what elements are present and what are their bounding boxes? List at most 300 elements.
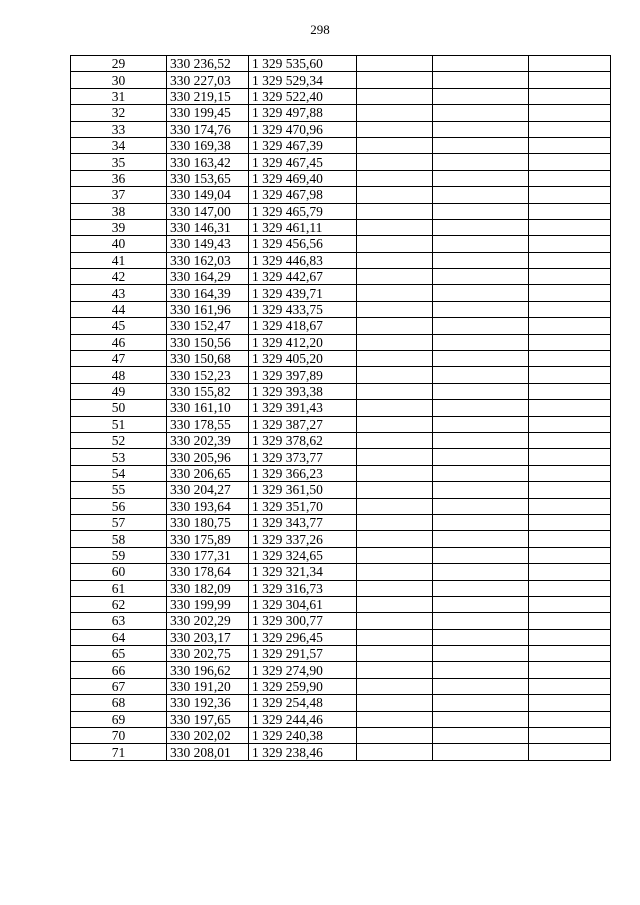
empty-cell (433, 465, 529, 481)
x-coordinate-cell: 330 202,75 (167, 646, 249, 662)
empty-cell (433, 285, 529, 301)
empty-cell (357, 334, 433, 350)
x-coordinate-cell: 330 149,04 (167, 187, 249, 203)
y-coordinate-cell: 1 329 391,43 (249, 400, 357, 416)
empty-cell (529, 170, 611, 186)
table-row (71, 252, 611, 268)
empty-cell (433, 203, 529, 219)
x-coordinate-cell: 330 203,17 (167, 629, 249, 645)
table-row (71, 351, 611, 367)
empty-cell (357, 547, 433, 563)
empty-cell (357, 252, 433, 268)
empty-cell (433, 170, 529, 186)
x-coordinate-cell: 330 192,36 (167, 695, 249, 711)
empty-cell (529, 351, 611, 367)
table-row (71, 711, 611, 727)
empty-cell (529, 88, 611, 104)
empty-cell (357, 56, 433, 72)
y-coordinate-cell: 1 329 321,34 (249, 564, 357, 580)
empty-cell (433, 236, 529, 252)
empty-cell (529, 728, 611, 744)
empty-cell (529, 646, 611, 662)
point-number-cell: 53 (71, 449, 167, 465)
y-coordinate-cell: 1 329 316,73 (249, 580, 357, 596)
empty-cell (529, 613, 611, 629)
empty-cell (529, 465, 611, 481)
empty-cell (357, 72, 433, 88)
empty-cell (357, 170, 433, 186)
point-number-cell: 60 (71, 564, 167, 580)
empty-cell (433, 629, 529, 645)
table-row (71, 121, 611, 137)
empty-cell (433, 334, 529, 350)
table-row (71, 56, 611, 72)
empty-cell (529, 482, 611, 498)
empty-cell (357, 531, 433, 547)
empty-cell (433, 416, 529, 432)
table-row (71, 596, 611, 612)
x-coordinate-cell: 330 199,45 (167, 105, 249, 121)
table-row (71, 219, 611, 235)
y-coordinate-cell: 1 329 366,23 (249, 465, 357, 481)
table-row (71, 662, 611, 678)
y-coordinate-cell: 1 329 361,50 (249, 482, 357, 498)
point-number-cell: 55 (71, 482, 167, 498)
empty-cell (529, 187, 611, 203)
empty-cell (357, 416, 433, 432)
empty-cell (433, 367, 529, 383)
x-coordinate-cell: 330 169,38 (167, 137, 249, 153)
table-row (71, 629, 611, 645)
empty-cell (433, 531, 529, 547)
empty-cell (433, 219, 529, 235)
x-coordinate-cell: 330 197,65 (167, 711, 249, 727)
table-row (71, 728, 611, 744)
empty-cell (357, 744, 433, 760)
empty-cell (433, 432, 529, 448)
empty-cell (357, 400, 433, 416)
x-coordinate-cell: 330 155,82 (167, 383, 249, 399)
y-coordinate-cell: 1 329 461,11 (249, 219, 357, 235)
x-coordinate-cell: 330 149,43 (167, 236, 249, 252)
empty-cell (357, 236, 433, 252)
empty-cell (529, 711, 611, 727)
empty-cell (529, 154, 611, 170)
table-row (71, 301, 611, 317)
point-number-cell: 71 (71, 744, 167, 760)
empty-cell (357, 514, 433, 530)
empty-cell (433, 596, 529, 612)
empty-cell (529, 236, 611, 252)
empty-cell (357, 154, 433, 170)
y-coordinate-cell: 1 329 470,96 (249, 121, 357, 137)
x-coordinate-cell: 330 180,75 (167, 514, 249, 530)
point-number-cell: 52 (71, 432, 167, 448)
empty-cell (433, 498, 529, 514)
point-number-cell: 48 (71, 367, 167, 383)
empty-cell (529, 449, 611, 465)
x-coordinate-cell: 330 164,29 (167, 269, 249, 285)
empty-cell (529, 137, 611, 153)
point-number-cell: 41 (71, 252, 167, 268)
empty-cell (357, 629, 433, 645)
empty-cell (529, 121, 611, 137)
x-coordinate-cell: 330 206,65 (167, 465, 249, 481)
empty-cell (529, 531, 611, 547)
y-coordinate-cell: 1 329 529,34 (249, 72, 357, 88)
empty-cell (433, 56, 529, 72)
table-row (71, 187, 611, 203)
empty-cell (433, 744, 529, 760)
y-coordinate-cell: 1 329 456,56 (249, 236, 357, 252)
x-coordinate-cell: 330 174,76 (167, 121, 249, 137)
table-row (71, 383, 611, 399)
empty-cell (357, 580, 433, 596)
table-row (71, 236, 611, 252)
empty-cell (433, 613, 529, 629)
page-number: 298 (310, 22, 330, 37)
y-coordinate-cell: 1 329 465,79 (249, 203, 357, 219)
x-coordinate-cell: 330 227,03 (167, 72, 249, 88)
y-coordinate-cell: 1 329 291,57 (249, 646, 357, 662)
table-row (71, 514, 611, 530)
y-coordinate-cell: 1 329 418,67 (249, 318, 357, 334)
empty-cell (357, 351, 433, 367)
x-coordinate-cell: 330 163,42 (167, 154, 249, 170)
x-coordinate-cell: 330 152,47 (167, 318, 249, 334)
table-row (71, 531, 611, 547)
empty-cell (529, 383, 611, 399)
point-number-cell: 33 (71, 121, 167, 137)
empty-cell (357, 269, 433, 285)
empty-cell (357, 465, 433, 481)
x-coordinate-cell: 330 202,39 (167, 432, 249, 448)
x-coordinate-cell: 330 182,09 (167, 580, 249, 596)
x-coordinate-cell: 330 204,27 (167, 482, 249, 498)
point-number-cell: 36 (71, 170, 167, 186)
x-coordinate-cell: 330 202,29 (167, 613, 249, 629)
empty-cell (357, 646, 433, 662)
empty-cell (529, 301, 611, 317)
y-coordinate-cell: 1 329 397,89 (249, 367, 357, 383)
y-coordinate-cell: 1 329 244,46 (249, 711, 357, 727)
x-coordinate-cell: 330 153,65 (167, 170, 249, 186)
empty-cell (529, 334, 611, 350)
point-number-cell: 29 (71, 56, 167, 72)
empty-cell (529, 105, 611, 121)
x-coordinate-cell: 330 177,31 (167, 547, 249, 563)
x-coordinate-cell: 330 161,10 (167, 400, 249, 416)
point-number-cell: 64 (71, 629, 167, 645)
empty-cell (433, 252, 529, 268)
empty-cell (529, 432, 611, 448)
table-row (71, 72, 611, 88)
point-number-cell: 34 (71, 137, 167, 153)
y-coordinate-cell: 1 329 259,90 (249, 678, 357, 694)
empty-cell (357, 367, 433, 383)
y-coordinate-cell: 1 329 522,40 (249, 88, 357, 104)
point-number-cell: 68 (71, 695, 167, 711)
empty-cell (529, 285, 611, 301)
y-coordinate-cell: 1 329 439,71 (249, 285, 357, 301)
empty-cell (357, 285, 433, 301)
y-coordinate-cell: 1 329 446,83 (249, 252, 357, 268)
y-coordinate-cell: 1 329 393,38 (249, 383, 357, 399)
table-row (71, 580, 611, 596)
empty-cell (357, 203, 433, 219)
x-coordinate-cell: 330 150,56 (167, 334, 249, 350)
empty-cell (357, 728, 433, 744)
point-number-cell: 57 (71, 514, 167, 530)
point-number-cell: 42 (71, 269, 167, 285)
table-row (71, 498, 611, 514)
coordinates-table (70, 55, 611, 761)
table-row (71, 564, 611, 580)
empty-cell (357, 596, 433, 612)
y-coordinate-cell: 1 329 351,70 (249, 498, 357, 514)
point-number-cell: 37 (71, 187, 167, 203)
x-coordinate-cell: 330 205,96 (167, 449, 249, 465)
y-coordinate-cell: 1 329 467,45 (249, 154, 357, 170)
table-row (71, 547, 611, 563)
empty-cell (357, 662, 433, 678)
empty-cell (357, 432, 433, 448)
point-number-cell: 39 (71, 219, 167, 235)
table-row (71, 170, 611, 186)
x-coordinate-cell: 330 178,55 (167, 416, 249, 432)
y-coordinate-cell: 1 329 387,27 (249, 416, 357, 432)
y-coordinate-cell: 1 329 274,90 (249, 662, 357, 678)
point-number-cell: 32 (71, 105, 167, 121)
y-coordinate-cell: 1 329 469,40 (249, 170, 357, 186)
empty-cell (357, 613, 433, 629)
empty-cell (529, 72, 611, 88)
empty-cell (433, 269, 529, 285)
empty-cell (433, 301, 529, 317)
empty-cell (529, 580, 611, 596)
point-number-cell: 59 (71, 547, 167, 563)
point-number-cell: 51 (71, 416, 167, 432)
empty-cell (433, 482, 529, 498)
point-number-cell: 70 (71, 728, 167, 744)
x-coordinate-cell: 330 202,02 (167, 728, 249, 744)
empty-cell (357, 449, 433, 465)
empty-cell (433, 711, 529, 727)
x-coordinate-cell: 330 161,96 (167, 301, 249, 317)
empty-cell (529, 662, 611, 678)
table-row (71, 285, 611, 301)
empty-cell (433, 695, 529, 711)
x-coordinate-cell: 330 219,15 (167, 88, 249, 104)
x-coordinate-cell: 330 175,89 (167, 531, 249, 547)
y-coordinate-cell: 1 329 324,65 (249, 547, 357, 563)
table-row (71, 613, 611, 629)
empty-cell (529, 498, 611, 514)
y-coordinate-cell: 1 329 405,20 (249, 351, 357, 367)
y-coordinate-cell: 1 329 240,38 (249, 728, 357, 744)
empty-cell (357, 137, 433, 153)
empty-cell (529, 318, 611, 334)
empty-cell (529, 514, 611, 530)
empty-cell (433, 137, 529, 153)
point-number-cell: 63 (71, 613, 167, 629)
empty-cell (433, 514, 529, 530)
y-coordinate-cell: 1 329 238,46 (249, 744, 357, 760)
table-row (71, 334, 611, 350)
empty-cell (357, 711, 433, 727)
y-coordinate-cell: 1 329 412,20 (249, 334, 357, 350)
empty-cell (357, 482, 433, 498)
empty-cell (529, 596, 611, 612)
point-number-cell: 49 (71, 383, 167, 399)
point-number-cell: 67 (71, 678, 167, 694)
empty-cell (433, 580, 529, 596)
point-number-cell: 43 (71, 285, 167, 301)
empty-cell (529, 564, 611, 580)
x-coordinate-cell: 330 191,20 (167, 678, 249, 694)
empty-cell (433, 564, 529, 580)
y-coordinate-cell: 1 329 304,61 (249, 596, 357, 612)
x-coordinate-cell: 330 146,31 (167, 219, 249, 235)
point-number-cell: 35 (71, 154, 167, 170)
y-coordinate-cell: 1 329 343,77 (249, 514, 357, 530)
y-coordinate-cell: 1 329 378,62 (249, 432, 357, 448)
empty-cell (433, 547, 529, 563)
point-number-cell: 44 (71, 301, 167, 317)
empty-cell (433, 187, 529, 203)
point-number-cell: 30 (71, 72, 167, 88)
point-number-cell: 47 (71, 351, 167, 367)
empty-cell (529, 252, 611, 268)
y-coordinate-cell: 1 329 442,67 (249, 269, 357, 285)
table-row (71, 154, 611, 170)
point-number-cell: 65 (71, 646, 167, 662)
table-row (71, 318, 611, 334)
point-number-cell: 66 (71, 662, 167, 678)
table-row (71, 416, 611, 432)
point-number-cell: 56 (71, 498, 167, 514)
x-coordinate-cell: 330 236,52 (167, 56, 249, 72)
empty-cell (433, 121, 529, 137)
empty-cell (529, 400, 611, 416)
table-row (71, 400, 611, 416)
point-number-cell: 46 (71, 334, 167, 350)
empty-cell (433, 646, 529, 662)
x-coordinate-cell: 330 162,03 (167, 252, 249, 268)
empty-cell (433, 449, 529, 465)
x-coordinate-cell: 330 152,23 (167, 367, 249, 383)
y-coordinate-cell: 1 329 433,75 (249, 301, 357, 317)
table-row (71, 88, 611, 104)
y-coordinate-cell: 1 329 467,98 (249, 187, 357, 203)
empty-cell (357, 219, 433, 235)
y-coordinate-cell: 1 329 373,77 (249, 449, 357, 465)
table-row (71, 482, 611, 498)
empty-cell (529, 56, 611, 72)
empty-cell (433, 318, 529, 334)
empty-cell (433, 662, 529, 678)
x-coordinate-cell: 330 164,39 (167, 285, 249, 301)
point-number-cell: 31 (71, 88, 167, 104)
table-row (71, 465, 611, 481)
y-coordinate-cell: 1 329 467,39 (249, 137, 357, 153)
empty-cell (433, 383, 529, 399)
empty-cell (529, 547, 611, 563)
point-number-cell: 54 (71, 465, 167, 481)
empty-cell (433, 154, 529, 170)
table-row (71, 137, 611, 153)
empty-cell (529, 269, 611, 285)
empty-cell (357, 678, 433, 694)
empty-cell (529, 367, 611, 383)
x-coordinate-cell: 330 178,64 (167, 564, 249, 580)
y-coordinate-cell: 1 329 497,88 (249, 105, 357, 121)
y-coordinate-cell: 1 329 535,60 (249, 56, 357, 72)
table-row (71, 203, 611, 219)
empty-cell (357, 301, 433, 317)
x-coordinate-cell: 330 147,00 (167, 203, 249, 219)
point-number-cell: 69 (71, 711, 167, 727)
point-number-cell: 58 (71, 531, 167, 547)
table-row (71, 646, 611, 662)
point-number-cell: 62 (71, 596, 167, 612)
empty-cell (357, 121, 433, 137)
x-coordinate-cell: 330 196,62 (167, 662, 249, 678)
x-coordinate-cell: 330 150,68 (167, 351, 249, 367)
empty-cell (357, 564, 433, 580)
y-coordinate-cell: 1 329 296,45 (249, 629, 357, 645)
point-number-cell: 40 (71, 236, 167, 252)
table-row (71, 269, 611, 285)
x-coordinate-cell: 330 208,01 (167, 744, 249, 760)
point-number-cell: 50 (71, 400, 167, 416)
table-row (71, 744, 611, 760)
y-coordinate-cell: 1 329 337,26 (249, 531, 357, 547)
empty-cell (529, 678, 611, 694)
empty-cell (357, 105, 433, 121)
empty-cell (433, 72, 529, 88)
empty-cell (357, 695, 433, 711)
table-row (71, 449, 611, 465)
table-row (71, 105, 611, 121)
point-number-cell: 38 (71, 203, 167, 219)
empty-cell (433, 351, 529, 367)
coordinates-table-body (71, 56, 611, 761)
y-coordinate-cell: 1 329 254,48 (249, 695, 357, 711)
empty-cell (529, 695, 611, 711)
empty-cell (529, 629, 611, 645)
point-number-cell: 45 (71, 318, 167, 334)
empty-cell (433, 105, 529, 121)
empty-cell (357, 498, 433, 514)
empty-cell (357, 318, 433, 334)
y-coordinate-cell: 1 329 300,77 (249, 613, 357, 629)
table-row (71, 432, 611, 448)
table-row (71, 678, 611, 694)
empty-cell (529, 744, 611, 760)
empty-cell (357, 187, 433, 203)
empty-cell (433, 728, 529, 744)
x-coordinate-cell: 330 199,99 (167, 596, 249, 612)
empty-cell (357, 383, 433, 399)
empty-cell (433, 400, 529, 416)
x-coordinate-cell: 330 193,64 (167, 498, 249, 514)
empty-cell (433, 88, 529, 104)
empty-cell (357, 88, 433, 104)
empty-cell (529, 219, 611, 235)
empty-cell (529, 416, 611, 432)
table-row (71, 367, 611, 383)
